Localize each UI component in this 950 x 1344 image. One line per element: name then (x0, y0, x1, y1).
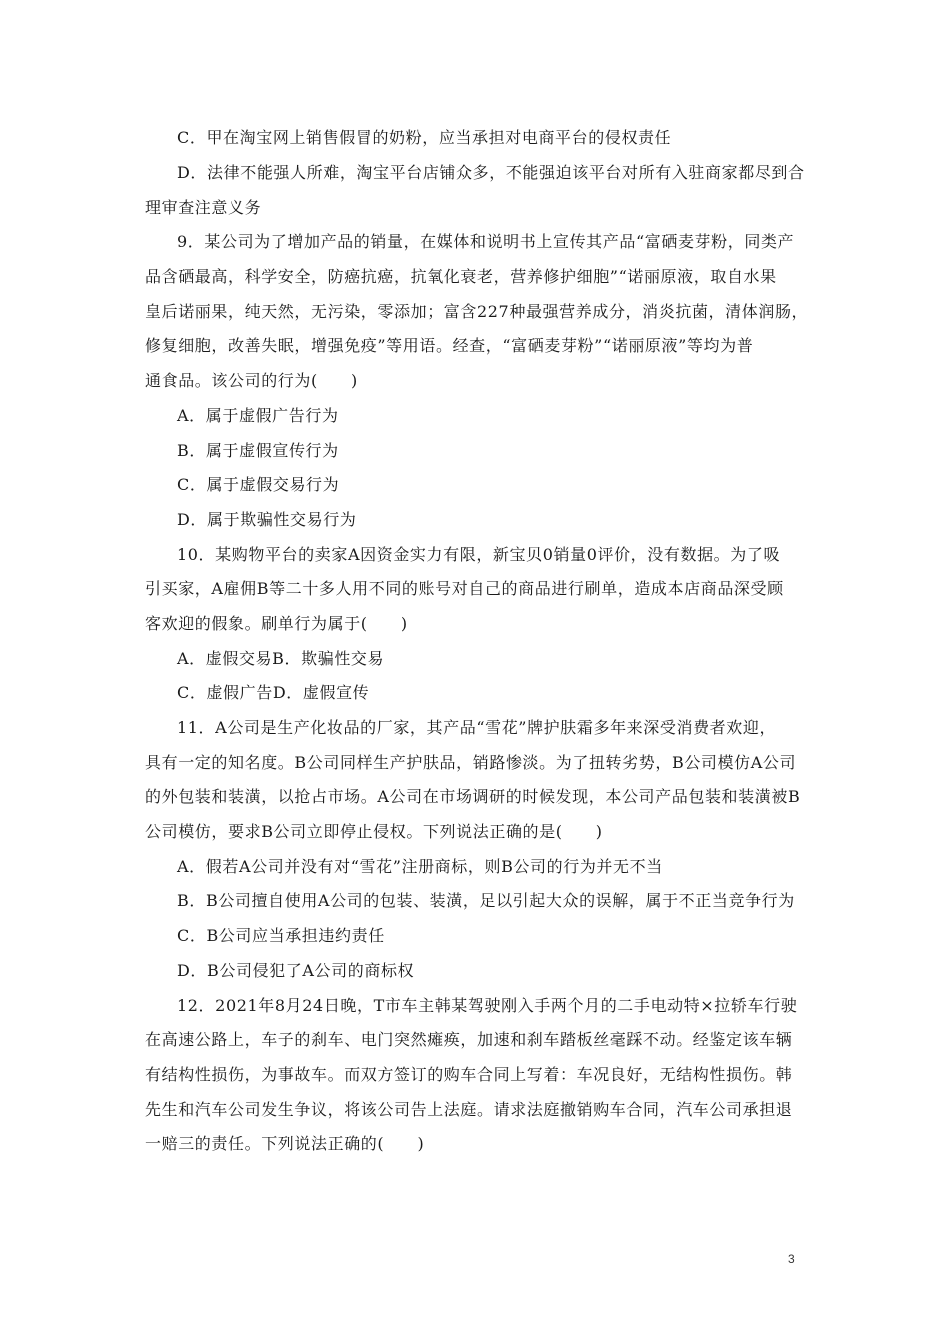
question-11-line-4: 公司模仿，要求B公司立即停止侵权。下列说法正确的是( ) (145, 822, 603, 841)
option-11b: B．B公司擅自使用A公司的包装、装潢，足以引起大众的误解，属于不正当竞争行为 (177, 891, 795, 910)
question-11: 11．A公司是生产化妆品的厂家，其产品“雪花”牌护肤霜多年来深受消费者欢迎， (177, 718, 777, 737)
question-10-line-3: 客欢迎的假象。刷单行为属于( ) (145, 614, 408, 633)
question-11-line-2: 具有一定的知名度。B公司同样生产护肤品，销路惨淡。为了扭转劣势，B公司模仿A公司 (145, 753, 797, 772)
options-10cd: C．虚假广告D．虚假宣传 (177, 683, 370, 702)
question-9-line-5: 通食品。该公司的行为( ) (145, 371, 358, 390)
option-8d-cont: 理审查注意义务 (145, 198, 262, 217)
option-8c: C．甲在淘宝网上销售假冒的奶粉，应当承担对电商平台的侵权责任 (177, 128, 672, 147)
option-11d: D．B公司侵犯了A公司的商标权 (177, 961, 415, 980)
question-12-line-4: 先生和汽车公司发生争议，将该公司告上法庭。请求法庭撤销购车合同，汽车公司承担退 (145, 1100, 793, 1119)
question-10-line-2: 引买家，A雇佣B等二十多人用不同的账号对自己的商品进行刷单，造成本店商品深受顾 (145, 579, 784, 598)
question-9-line-3: 皇后诺丽果，纯天然，无污染，零添加；富含227种最强营养成分，消炎抗菌，清体润肠， (145, 302, 809, 321)
option-9c: C．属于虚假交易行为 (177, 475, 340, 494)
question-12-line-2: 在高速公路上，车子的刹车、电门突然瘫痪，加速和刹车踏板丝毫踩不动。经鉴定该车辆 (145, 1030, 793, 1049)
question-12-line-5: 一赔三的责任。下列说法正确的( ) (145, 1134, 425, 1153)
question-10: 10．某购物平台的卖家A因资金实力有限，新宝贝0销量0评价，没有数据。为了吸 (177, 545, 781, 564)
question-12: 12．2021年8月24日晚，T市车主韩某驾驶刚入手两个月的二手电动特×拉轿车行驶 (177, 996, 798, 1015)
question-12-line-3: 有结构性损伤，为事故车。而双方签订的购车合同上写着：车况良好，无结构性损伤。韩 (145, 1065, 793, 1084)
page-number: 3 (788, 1252, 795, 1266)
question-9: 9．某公司为了增加产品的销量，在媒体和说明书上宣传其产品“富硒麦芽粉，同类产 (177, 232, 795, 251)
option-8d: D．法律不能强人所难，淘宝平台店铺众多，不能强迫该平台对所有入驻商家都尽到合 (177, 163, 805, 182)
question-11-line-3: 的外包装和装潢，以抢占市场。A公司在市场调研的时候发现，本公司产品包装和装潢被B (145, 787, 801, 806)
option-9b: B．属于虚假宣传行为 (177, 441, 339, 460)
option-9a: A．属于虚假广告行为 (177, 406, 339, 425)
option-11a: A．假若A公司并没有对“雪花”注册商标，则B公司的行为并无不当 (177, 857, 663, 876)
question-9-line-4: 修复细胞，改善失眠，增强免疫”等用语。经查，“富硒麦芽粉”“诺丽原液”等均为普 (145, 336, 754, 355)
option-11c: C．B公司应当承担违约责任 (177, 926, 385, 945)
options-10ab: A．虚假交易B．欺骗性交易 (177, 649, 385, 668)
question-9-line-2: 品含硒最高，科学安全，防癌抗癌，抗氧化衰老，营养修护细胞”“诺丽原液，取自水果 (145, 267, 777, 286)
option-9d: D．属于欺骗性交易行为 (177, 510, 357, 529)
